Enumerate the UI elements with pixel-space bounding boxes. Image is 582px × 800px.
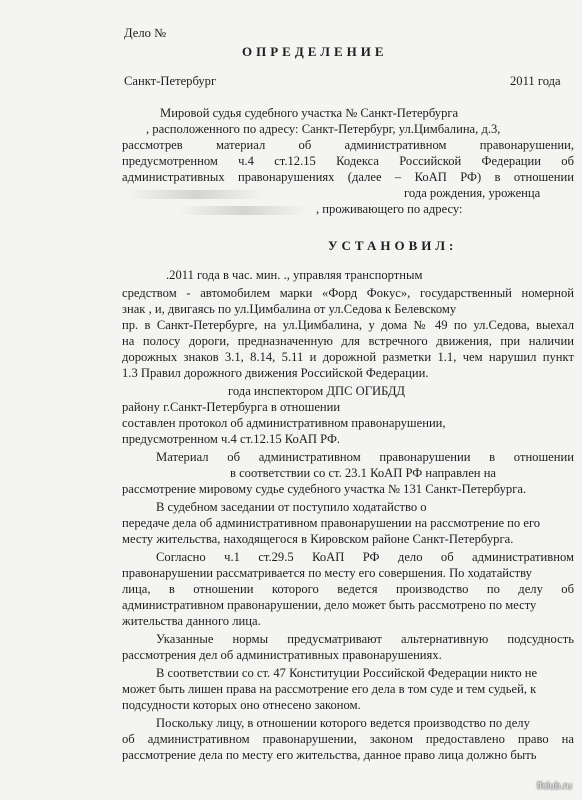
body-line: .2011 года в час. мин. ., управляя транспортным xyxy=(166,268,423,282)
body-line: об административном правонарушении, законом предоставлено право на xyxy=(122,732,574,746)
intro-line: административных правонарушениях (далее – КоАП РФ) в отношении xyxy=(122,170,574,184)
body-line: В соответствии со ст. 47 Конституции Российской Федерации никто не xyxy=(156,666,538,680)
body-line: знак , и, двигаясь по ул.Цимбалина от ул.Седова к Белевскому xyxy=(122,302,457,316)
body-line: району г.Санкт-Петербурга в отношении xyxy=(122,400,341,414)
section-title: УСТАНОВИЛ: xyxy=(328,238,458,253)
body-line: на полосу дороги, предназначенную для встречного движения, при наличии xyxy=(122,334,574,348)
body-line: Поскольку лицу, в отношении которого ведется производство по делу xyxy=(156,716,530,730)
redaction-mark xyxy=(178,206,308,215)
body-line: пр. в Санкт-Петербурге, на ул.Цимбалина, у дома № 49 по ул.Седова, выехал xyxy=(122,318,574,332)
body-line: правонарушении рассматривается по месту его совершения. По ходатайству xyxy=(122,566,532,580)
intro-line: года рождения, уроженца xyxy=(404,186,541,200)
body-line: лица, в отношении которого ведется производство по делу об xyxy=(122,582,574,596)
year: 2011 года xyxy=(510,74,561,88)
body-line: Материал об административном правонарушении в отношении xyxy=(156,450,574,464)
intro-line: Мировой судья судебного участка № Санкт-Петербурга xyxy=(160,106,459,120)
body-line: дорожных знаков 3.1, 8.14, 5.11 и дорожной разметки 1.1, чем нарушил пункт xyxy=(122,350,574,364)
body-line: 1.3 Правил дорожного движения Российской Федерации. xyxy=(122,366,429,380)
body-line: Согласно ч.1 ст.29.5 КоАП РФ дело об административном xyxy=(156,550,574,564)
body-line: административном правонарушении, дело может быть рассмотрено по месту xyxy=(122,598,537,612)
body-line: подсудности которых оно отнесено законом. xyxy=(122,698,361,712)
document-title: ОПРЕДЕЛЕНИЕ xyxy=(242,44,388,59)
case-label: Дело № xyxy=(124,26,167,40)
body-line: жительства данного лица. xyxy=(122,614,261,628)
watermark: ffclub.ru xyxy=(536,781,572,792)
body-line: В судебном заседании от поступило ходатайство о xyxy=(156,500,427,514)
body-line: составлен протокол об административном правонарушении, xyxy=(122,416,446,430)
body-line: может быть лишен права на рассмотрение его дела в том суде и тем судьей, к xyxy=(122,682,537,696)
city: Санкт-Петербург xyxy=(124,74,217,88)
body-line: рассмотрение дела по месту его жительства, данное право лица должно быть xyxy=(122,748,537,762)
body-line: в соответствии со ст. 23.1 КоАП РФ направлен на xyxy=(230,466,497,480)
body-line: средством - автомобилем марки «Форд Фокус», государственный номерной xyxy=(122,286,574,300)
body-line: Указанные нормы предусматривают альтернативную подсудность xyxy=(156,632,574,646)
body-line: года инспектором ДПС ОГИБДД xyxy=(228,384,406,398)
intro-line: рассмотрев материал об административном правонарушении, xyxy=(122,138,574,152)
intro-line: предусмотренном ч.4 ст.12.15 Кодекса Российской Федерации об xyxy=(122,154,574,168)
intro-line: , расположенного по адресу: Санкт-Петербург, ул.Цимбалина, д.3, xyxy=(146,122,501,136)
body-line: рассмотрения дел об административных правонарушениях. xyxy=(122,648,442,662)
redaction-mark xyxy=(126,190,266,199)
body-line: передаче дела об административном правонарушении на рассмотрение по его xyxy=(122,516,541,530)
body-line: предусмотренном ч.4 ст.12.15 КоАП РФ. xyxy=(122,432,341,446)
intro-line: , проживающего по адресу: xyxy=(316,202,463,216)
body-line: месту жительства, находящегося в Кировском районе Санкт-Петербурга. xyxy=(122,532,514,546)
body-line: рассмотрение мировому судье судебного участка № 131 Санкт-Петербурга. xyxy=(122,482,527,496)
